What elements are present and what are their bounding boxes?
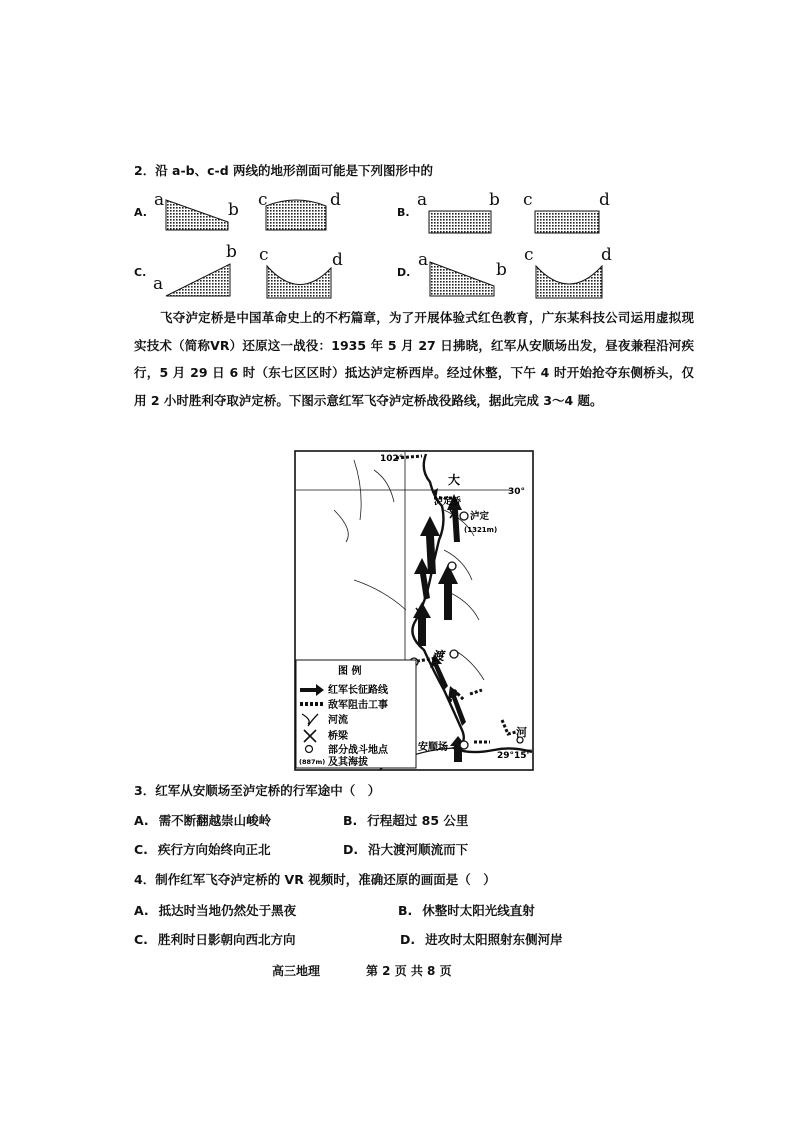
q3-option-a-text: 需不断翻越崇山峻岭	[158, 813, 272, 828]
legend-elev-example: (887m)	[299, 758, 326, 766]
label-luding: 泸定	[470, 511, 490, 522]
legend-item-elev: 及其海拔	[328, 757, 368, 768]
q2-d-letter-d: d	[601, 245, 612, 265]
q2-a-letter-a: a	[154, 190, 165, 210]
label-river-du: 渡	[432, 649, 445, 663]
q2-a-letter-c: c	[258, 190, 268, 210]
legend-item-bridge: 桥梁	[328, 731, 348, 742]
q3-option-d-label: D.	[343, 842, 359, 857]
legend-item-route: 红军长征路线	[328, 685, 388, 696]
q4-option-a-text: 抵达时当地仍然处于黑夜	[158, 903, 297, 918]
q2-a-profile-ab	[164, 198, 230, 232]
q3-option-a-label: A.	[134, 813, 149, 828]
q3-stem: 3．红军从安顺场至泸定桥的行军途中（ ）	[134, 783, 381, 798]
label-river-he: 河	[516, 726, 527, 739]
q2-d-letter-c: c	[524, 245, 534, 265]
q2-option-c-label[interactable]: C.	[134, 266, 147, 279]
q4-option-d-text: 进攻时太阳照射东侧河岸	[425, 932, 563, 947]
q4-option-c[interactable]	[134, 930, 295, 948]
q2-d-profile-cd	[534, 262, 604, 300]
label-lat-2915: 29°15'	[497, 751, 530, 761]
q2-d-letter-a: a	[418, 250, 429, 270]
q4-stem: 4．制作红军飞夺泸定桥的 VR 视频时，准确还原的画面是（ ）	[134, 872, 496, 887]
q3-option-d-text: 沿大渡河顺流而下	[368, 842, 469, 857]
q2-b-letter-b: b	[489, 190, 500, 210]
q3-option-a[interactable]	[134, 811, 271, 829]
q2-a-profile-cd	[264, 198, 328, 232]
q2-a-letter-d: d	[330, 190, 341, 210]
label-luding-elev: (1321m)	[464, 526, 498, 534]
q2-c-letter-a: a	[153, 274, 164, 294]
q2-b-profile-cd	[534, 210, 600, 234]
q2-b-profile-ab	[428, 210, 492, 234]
q2-option-d-label[interactable]: D.	[397, 266, 411, 279]
q2-b-letter-d: d	[599, 190, 610, 210]
q2-b-letter-c: c	[523, 190, 533, 210]
q4-option-d-label: D.	[400, 932, 416, 947]
q3-option-b-label: B.	[343, 813, 358, 828]
q3-option-c-label: C.	[134, 842, 148, 857]
map-legend	[296, 660, 416, 768]
q4-option-b-label: B.	[398, 903, 413, 918]
q2-d-profile-ab	[428, 260, 496, 298]
q2-a-letter-b: b	[228, 200, 239, 220]
footer-page: 第 2 页 共 8 页	[366, 964, 452, 978]
q2-c-letter-b: b	[226, 242, 237, 262]
q4-option-d[interactable]	[400, 930, 563, 948]
q2-stem: 2．沿 a-b、c-d 两线的地形剖面可能是下列图形中的	[134, 163, 434, 178]
q2-option-b-label[interactable]: B.	[397, 206, 410, 219]
q2-c-profile-ab	[164, 262, 232, 298]
footer-subject: 高三地理	[272, 964, 321, 978]
q2-option-a-label[interactable]: A.	[134, 206, 147, 219]
q3-option-b-text: 行程超过 85 公里	[367, 813, 469, 828]
legend-item-fort: 敌军阻击工事	[328, 700, 388, 711]
passage: 飞夺泸定桥是中国革命史上的不朽篇章，为了开展体验式红色教育，广东某科技公司运用虚拟现实技术（简称VR）还原这一战役：1935 年 5 月 27 日拂晓，红军从安顺场出发，昼夜兼程沿河疾行，5 月 29 日 6 时（东七区区时）抵达泸定桥西岸。经过休整，下午 4 时开始抢夺东侧桥头，仅用 2 小时胜利夺取泸定桥。下图示意红军飞夺泸定桥战役路线，据此完成 3～4 题。	[134, 310, 694, 408]
q4-option-a[interactable]	[134, 901, 296, 919]
q2-c-letter-d: d	[332, 250, 343, 270]
q3-option-d[interactable]	[343, 840, 468, 858]
label-luding-bridge: 泸定桥	[434, 497, 462, 507]
q2-c-letter-c: c	[259, 245, 269, 265]
q2-d-letter-b: b	[496, 260, 507, 280]
q3-option-c[interactable]	[134, 840, 270, 858]
q3-option-b[interactable]	[343, 811, 468, 829]
q4-option-b-text: 休整时太阳光线直射	[422, 903, 535, 918]
q4-option-a-label: A.	[134, 903, 149, 918]
q2-b-letter-a: a	[417, 190, 428, 210]
legend-item-site: 部分战斗地点	[328, 745, 388, 756]
label-anshunchang: 安顺场	[418, 742, 448, 753]
q4-option-c-text: 胜利时日影朝向西北方向	[157, 932, 296, 947]
label-lat-30: 30°	[508, 487, 526, 497]
q4-option-b[interactable]	[398, 901, 535, 919]
label-river-da: 大	[448, 473, 461, 487]
label-lon: 102°	[380, 454, 404, 464]
legend-title: 图 例	[338, 666, 362, 677]
route-map	[294, 450, 534, 772]
q4-option-c-label: C.	[134, 932, 148, 947]
legend-site-symbol	[306, 746, 313, 753]
q2-c-profile-cd	[265, 262, 333, 300]
q3-option-c-text: 疾行方向始终向正北	[157, 842, 271, 857]
legend-item-river: 河流	[328, 715, 348, 726]
